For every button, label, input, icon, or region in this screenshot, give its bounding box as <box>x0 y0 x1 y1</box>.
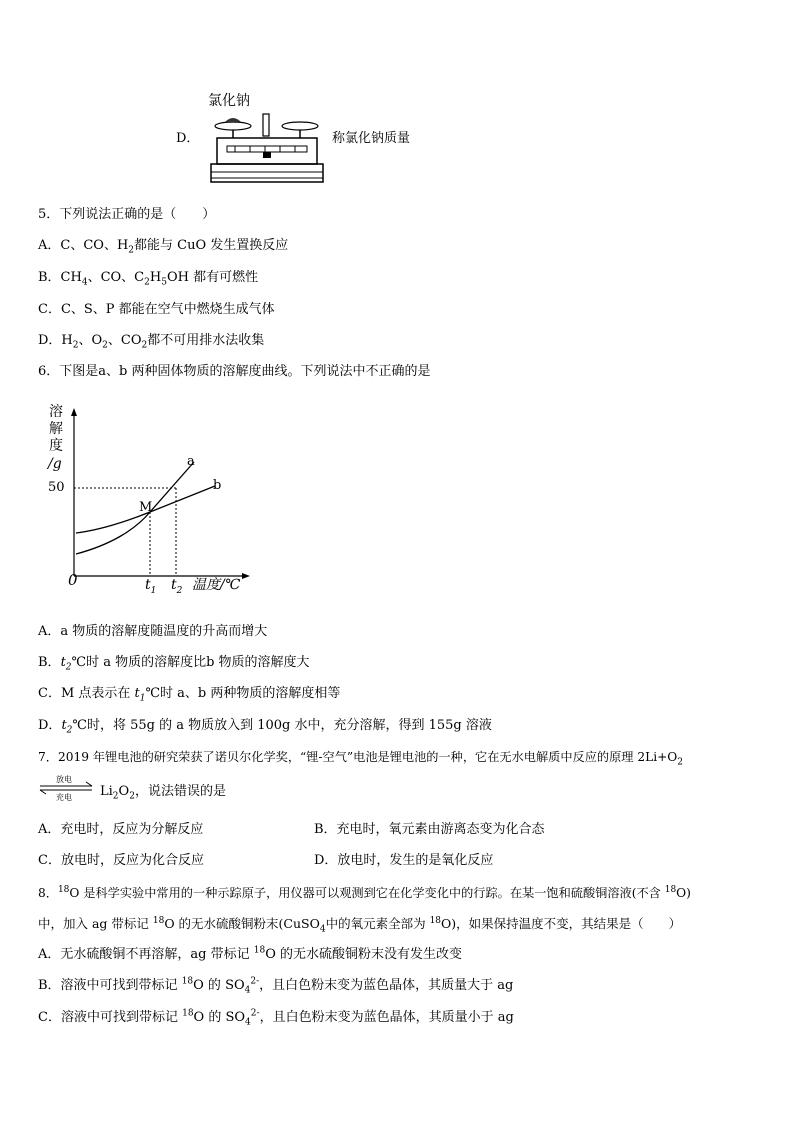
arrow-bottom-label: 充电 <box>56 793 72 802</box>
q8-stem-line1: 8．$^{18}$O 是科学实验中常用的一种示踪原子，用仪器可以观测到它在化学变化中的行踪。在某一饱和硫酸铜溶液(不含 $^{18}$O) <box>38 884 691 900</box>
q6-option-a: A．a 物质的溶解度随温度的升高而增大 <box>38 624 268 639</box>
q6-option-d: D．$t_2℃$时，将 55g 的 a 物质放入到 100g 水中，充分溶解，得到 155g 溶液 <box>38 718 492 736</box>
balance-caption: 称氯化钠质量 <box>332 131 411 146</box>
chart-t2: $t_2$ <box>171 577 183 596</box>
chart-ylabel-4: /g <box>48 456 62 472</box>
solubility-chart <box>40 400 260 600</box>
chart-t1: $t_1$ <box>145 577 157 596</box>
q7-option-d: D．放电时，发生的是氧化反应 <box>314 853 494 868</box>
chart-curve-b-label: b <box>213 478 222 493</box>
balance-illustration <box>205 108 330 188</box>
q8-option-a: A．无水硫酸铜不再溶解，ag 带标记 $^{18}$O 的无水硫酸铜粉末没有发生改变 <box>38 945 462 962</box>
chart-point-m: M <box>139 500 153 515</box>
arrow-top-label: 放电 <box>56 775 72 784</box>
q8-stem-line2: 中，加入 ag 带标记 $^{18}$O 的无水硫酸铜粉末(CuSO$_4$中的氧元素全部为 $^{18}$O)，如果保持温度不变，其结果是（ ） <box>38 915 682 935</box>
q6-stem: 6．下图是a、b 两种固体物质的溶解度曲线。下列说法中不正确的是 <box>38 364 431 379</box>
q6-option-b: B．$t_2℃$时 a 物质的溶解度比b 物质的溶解度大 <box>38 655 310 673</box>
balance-label: 氯化钠 <box>208 93 250 109</box>
q5-option-d: D．$H_2$、$O_2$、$CO_2$都不可用排水法收集 <box>38 333 265 351</box>
chart-axes <box>40 400 260 600</box>
chart-xlabel: 温度/℃ <box>192 577 241 593</box>
q8-option-b: B．溶液中可找到带标记 $^{18}$O 的 $SO_4^{2-}$，且白色粉末变为蓝色晶体，其质量大于 ag <box>38 976 514 996</box>
q7-option-c: C．放电时，反应为化合反应 <box>38 853 204 868</box>
q7-reaction-arrow <box>38 776 94 802</box>
q7-option-b: B．充电时，氧元素由游离态变为化合态 <box>314 822 545 837</box>
chart-y50: 50 <box>48 480 65 495</box>
q8-option-c: C．溶液中可找到带标记 $^{18}$O 的 $SO_4^{2-}$，且白色粉末变为蓝色晶体，其质量小于 ag <box>38 1008 514 1028</box>
chart-origin: 0 <box>68 571 78 589</box>
q5-option-b: B．$CH_4$、CO、$C_2H_5OH$ 都有可燃性 <box>38 270 259 288</box>
chart-ylabel-2: 解 <box>49 421 63 437</box>
q4-option-d: D． <box>176 131 200 146</box>
q6-option-c: C．M 点表示在 $t_1℃$时 a、b 两种物质的溶解度相等 <box>38 686 341 704</box>
chart-ylabel-3: 度 <box>49 438 63 454</box>
chart-curve-a-label: a <box>187 454 195 469</box>
q5-stem: 5．下列说法正确的是（ ） <box>38 207 216 222</box>
q7-option-a: A．充电时，反应为分解反应 <box>38 822 204 837</box>
q7-stem-line2: $Li_2O_2$，说法错误的是 <box>100 784 226 802</box>
q7-stem-line1: 7．2019 年锂电池的研究荣获了诺贝尔化学奖，“锂-空气”电池是锂电池的一种，它在无水电解质中反应的原理 $2Li+O_2$ <box>38 750 684 768</box>
q5-option-a: A．C、CO、$H_2$都能与 CuO 发生置换反应 <box>38 238 289 256</box>
chart-ylabel-1: 溶 <box>49 404 63 420</box>
q5-option-c: C．C、S、P 都能在空气中燃烧生成气体 <box>38 302 275 317</box>
